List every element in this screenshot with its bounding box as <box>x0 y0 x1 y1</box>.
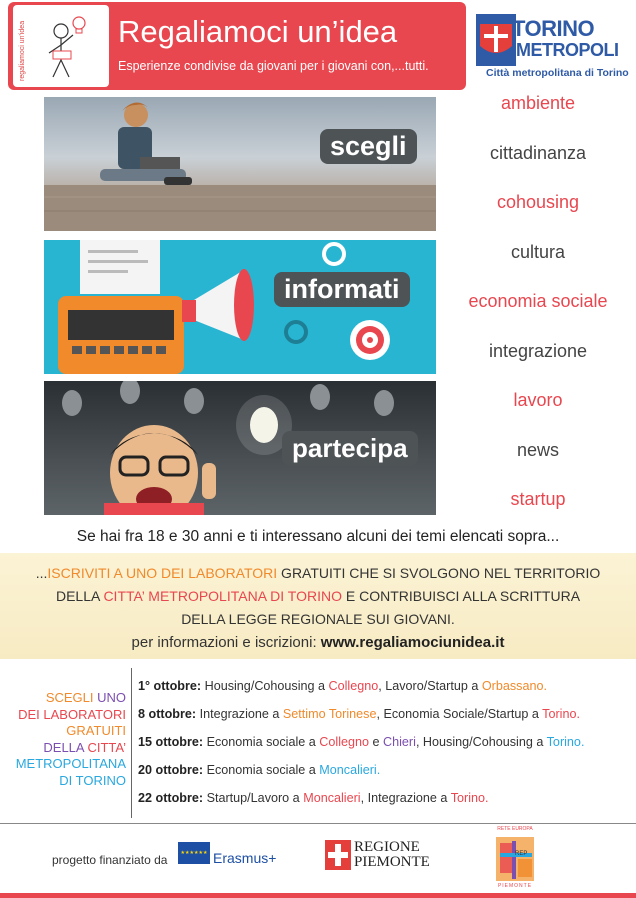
header-banner <box>8 2 466 90</box>
eu-flag-icon: ★★★★★★ <box>178 842 210 864</box>
panel-scegli <box>44 97 436 231</box>
schedule-location: Moncalieri. <box>319 763 381 777</box>
schedule-text: Integrazione a <box>196 707 283 721</box>
man-with-laptop-illustration <box>44 97 436 231</box>
schedule-date: 8 ottobre: <box>138 707 197 721</box>
topic-cittadinanza: cittadinanza <box>489 143 587 163</box>
project-logo <box>13 5 109 87</box>
ellipsis-text: ... <box>35 565 48 581</box>
schedule-location: Torino. <box>450 791 489 805</box>
rep-tag-text: REP <box>515 851 528 857</box>
heading-della: DELLA <box>43 739 88 755</box>
intro-text: Se hai fra 18 e 30 anni e ti interessano alcuni dei temi elencati sopra... <box>76 528 560 545</box>
heading-scegli: SCEGLI <box>45 690 94 705</box>
schedule-row <box>138 679 547 693</box>
heading-metropolitana: METROPOLITANA <box>15 756 126 771</box>
regione-piemonte-logo <box>354 840 430 870</box>
schedule-text: , Housing/Cohousing a <box>415 735 547 749</box>
rep-cross-icon <box>490 833 540 883</box>
panel-label-scegli: scegli <box>320 129 417 164</box>
schedule-text: e <box>369 735 384 749</box>
schedule-divider <box>131 668 132 818</box>
topic-startup: startup <box>510 489 566 509</box>
invitation-line-2 <box>0 588 636 604</box>
topic-cultura: cultura <box>510 242 566 262</box>
invitation-text: E CONTRIBUISCI ALLA SCRITTURA <box>341 588 581 604</box>
logo-lettering: regaliamoci un'idea <box>19 20 26 81</box>
schedule-text: , Lavoro/Startup a <box>378 679 482 693</box>
iscriviti-highlight: ISCRIVITI A UNO DEI LABORATORI <box>47 565 278 581</box>
page-subtitle: Esperienze condivise da giovani per i giovani con,...tutti. <box>118 59 429 73</box>
topic-ambiente: ambiente <box>500 93 576 113</box>
schedule-row <box>138 763 380 777</box>
schedule-text: Startup/Lavoro a <box>203 791 304 805</box>
metropoli-line: METROPOLI <box>516 40 619 60</box>
schedule-location: Chieri <box>383 735 416 749</box>
website-link[interactable]: www.regaliamociunidea.it <box>320 634 505 651</box>
topic-news: news <box>516 440 560 460</box>
invitation-band <box>0 553 636 659</box>
heading-citta: CITTA’ <box>87 739 126 755</box>
schedule-location: Moncalieri <box>303 791 361 805</box>
regione-shield-icon <box>325 840 351 870</box>
schedule-heading <box>6 690 126 789</box>
info-line <box>0 634 636 651</box>
stick-figure-icon <box>13 5 109 87</box>
typewriter-megaphone-illustration <box>44 240 436 374</box>
schedule-row <box>138 707 580 721</box>
heading-uno: UNO <box>93 690 126 705</box>
schedule-date: 20 ottobre: <box>138 763 204 777</box>
schedule-text: , Economia Sociale/Startup a <box>376 707 543 721</box>
rep-bottom-text: PIEMONTE <box>497 883 533 889</box>
schedule-date: 22 ottobre: <box>138 791 204 805</box>
schedule-location: Collegno <box>328 679 379 693</box>
torino-line: TORINO <box>512 16 595 41</box>
schedule-location: Settimo Torinese <box>282 707 377 721</box>
panel-informati <box>44 240 436 374</box>
invitation-text: GRATUITI CHE SI SVOLGONO NEL TERRITORIO <box>277 565 601 581</box>
schedule-row <box>138 791 489 805</box>
invitation-text: DELLA <box>55 588 104 604</box>
rep-top-text: RETE EUROPA <box>497 826 533 832</box>
topic-economia-sociale: economia sociale <box>468 291 608 311</box>
heading-laboratori: LABORATORI <box>43 706 126 722</box>
schedule-row <box>138 735 584 749</box>
page-title: Regaliamoci un’idea <box>118 14 398 49</box>
heading-di-torino: DI TORINO <box>59 772 126 788</box>
panel-partecipa <box>44 381 436 515</box>
heading-gratuiti: GRATUITI <box>66 723 126 738</box>
topic-integrazione: integrazione <box>488 341 588 361</box>
torino-metropoli-logo <box>476 10 632 82</box>
schedule-location: Collegno <box>319 735 370 749</box>
info-label: per informazioni e iscrizioni: <box>131 634 321 651</box>
topic-lavoro: lavoro <box>513 390 563 410</box>
invitation-line-3: DELLA LEGGE REGIONALE SUI GIOVANI. <box>181 611 455 627</box>
schedule-text: Economia sociale a <box>203 735 320 749</box>
topic-cohousing: cohousing <box>496 192 580 212</box>
citta-highlight: CITTA’ METROPOLITANA DI TORINO <box>103 588 342 604</box>
footer-divider <box>0 823 636 824</box>
panel-label-informati: informati <box>274 272 410 307</box>
rete-europa-logo <box>490 826 540 890</box>
torino-subtitle: Città metropolitana di Torino <box>486 67 629 79</box>
schedule-text: Economia sociale a <box>203 763 320 777</box>
piemonte-line: PIEMONTE <box>354 854 430 870</box>
schedule-location: Orbassano. <box>481 679 547 693</box>
panel-label-partecipa: partecipa <box>282 431 418 466</box>
schedule-date: 15 ottobre: <box>138 735 204 749</box>
erasmus-label: Erasmus+ <box>213 850 277 866</box>
schedule-location: Torino. <box>542 707 580 721</box>
schedule-date: 1° ottobre: <box>138 679 202 693</box>
invitation-line-1 <box>0 565 636 581</box>
schedule-location: Torino. <box>546 735 585 749</box>
bottom-accent-bar <box>0 893 636 898</box>
schedule-text: Housing/Cohousing a <box>201 679 329 693</box>
regione-line: REGIONE <box>354 839 420 855</box>
schedule-text: , Integrazione a <box>360 791 451 805</box>
shield-icon <box>476 14 516 66</box>
funded-by-label: progetto finanziato da <box>52 853 168 867</box>
heading-dei: DEI <box>18 706 44 722</box>
